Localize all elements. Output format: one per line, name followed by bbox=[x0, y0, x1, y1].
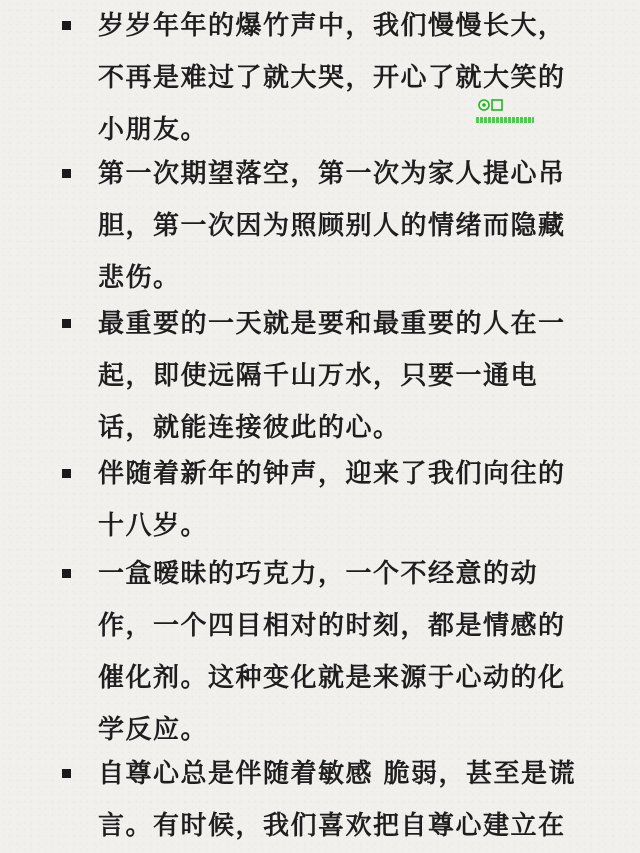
bullet-marker bbox=[62, 319, 71, 328]
bullet-marker bbox=[62, 469, 71, 478]
text-line: 学反应。 bbox=[98, 715, 209, 745]
text-line: 话，就能连接彼此的心。 bbox=[98, 413, 401, 443]
text-line: 小朋友。 bbox=[98, 115, 209, 145]
paragraph-text bbox=[98, 298, 598, 454]
watermark-logo-icon bbox=[478, 97, 506, 113]
text-line: 十八岁。 bbox=[98, 511, 209, 541]
bullet-marker bbox=[62, 169, 71, 178]
text-line: 最重要的一天就是要和最重要的人在一 bbox=[98, 309, 566, 339]
paragraph-text bbox=[98, 748, 598, 852]
text-line: 自尊心总是伴随着敏感 脆弱，甚至是谎 bbox=[98, 759, 577, 789]
paragraph-text bbox=[98, 0, 598, 156]
text-line: 一盒暧昧的巧克力，一个不经意的动 bbox=[98, 559, 539, 589]
text-line: 作，一个四目相对的时刻，都是情感的 bbox=[98, 611, 566, 641]
paragraph-text bbox=[98, 548, 598, 756]
bullet-marker bbox=[62, 769, 71, 778]
text-line: 催化剂。这种变化就是来源于心动的化 bbox=[98, 663, 566, 693]
watermark-bar bbox=[476, 117, 534, 123]
bullet-marker bbox=[62, 21, 71, 30]
text-line: 言。有时候，我们喜欢把自尊心建立在 bbox=[98, 811, 566, 841]
text-line: 岁岁年年的爆竹声中，我们慢慢长大， bbox=[98, 11, 566, 41]
text-line: 胆，第一次因为照顾别人的情绪而隐藏 bbox=[98, 211, 566, 241]
text-line: 伴随着新年的钟声，迎来了我们向往的 bbox=[98, 459, 566, 489]
text-line: 悲伤。 bbox=[98, 263, 181, 293]
app-watermark bbox=[474, 97, 538, 129]
paragraph-text bbox=[98, 448, 598, 552]
text-line: 不再是难过了就大哭，开心了就大笑的 bbox=[98, 63, 566, 93]
paragraph-text bbox=[98, 148, 598, 304]
text-line: 起，即使远隔千山万水，只要一通电 bbox=[98, 361, 539, 391]
bullet-marker bbox=[62, 569, 71, 578]
text-line: 第一次期望落空，第一次为家人提心吊 bbox=[98, 159, 566, 189]
